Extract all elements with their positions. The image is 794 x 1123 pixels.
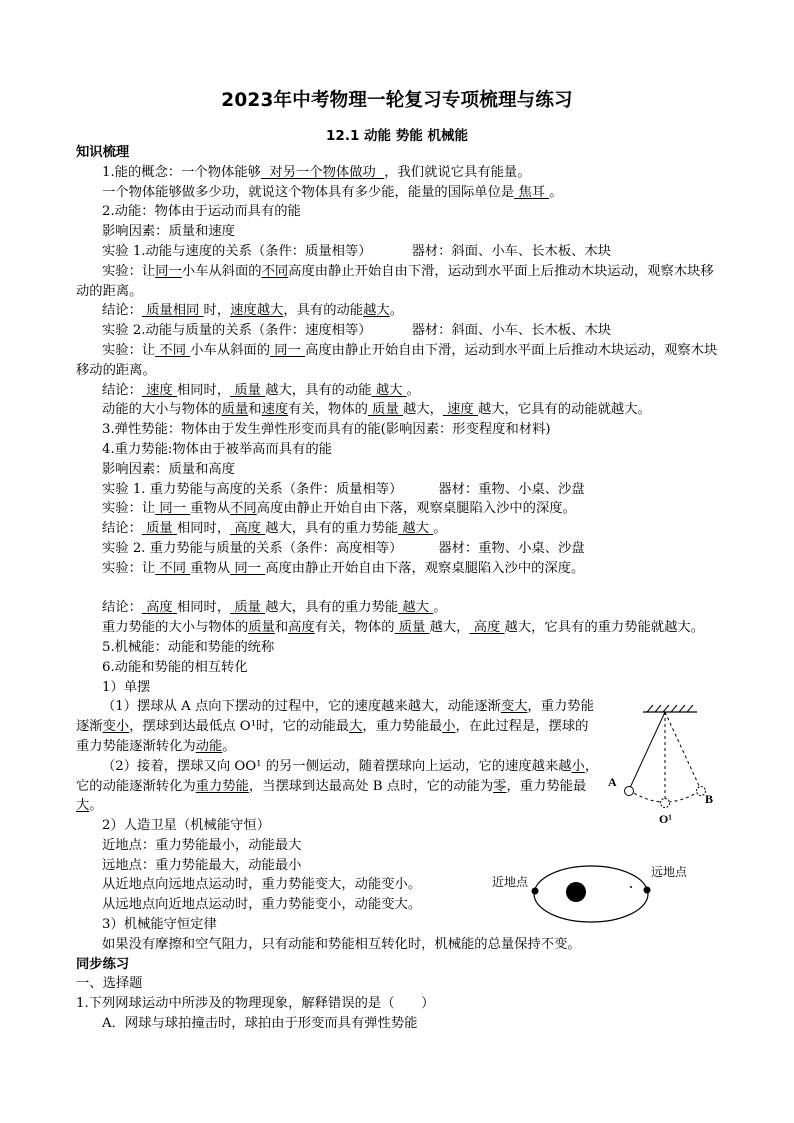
- para-apogee: 远地点：重力势能最大，动能最小: [102, 857, 302, 873]
- question-1-stem: 1.下列网球运动中所涉及的物理现象，解释错误的是（ ）: [76, 996, 435, 1012]
- para-exp4-title: 实验 2. 重力势能与质量的关系（条件：高度相等） 器材：重物、小桌、沙盘: [102, 540, 585, 556]
- para-pendulum-down: （1）摆球从 A 点向下摆动的过程中，它的速度越来越大，动能逐渐变大，重力势能逐渐变小，摆球到达最低点 O¹时，它的动能最大，重力势能最小，在此过程是，摆球的重力势能逐渐转化为动能。: [76, 699, 594, 754]
- para-gravity-factors: 影响因素：质量和高度: [102, 461, 235, 477]
- pendulum-ball-a: [625, 787, 634, 796]
- para-exp4-procedure: 实验：让 不同 重物从 同一 高度由静止开始自由下落，观察桌腿陷入沙中的深度。: [102, 560, 585, 576]
- ceiling-mount: [643, 705, 697, 712]
- para-mechanical-def: 5.机械能：动能和势能的统称: [102, 639, 275, 655]
- pendulum-figure: [605, 702, 720, 827]
- para-exp3-procedure: 实验：让 同一 重物从不同高度由静止开始自由下落，观察桌腿陷入沙中的深度。: [102, 501, 576, 517]
- orbit-focus-dot: [630, 886, 632, 888]
- para-conservation-law: 如果没有摩擦和空气阻力，只有动能和势能相互转化时，机械能的总量保持不变。: [102, 936, 581, 952]
- para-conversion-title: 6.动能和势能的相互转化: [102, 659, 248, 675]
- para-near-to-far: 从近地点向远地点运动时，重力势能变大，动能变小。: [102, 877, 422, 893]
- para-conservation-title: 3）机械能守恒定律: [102, 917, 217, 933]
- para-exp1-conclusion: 结论： 质量相同 时，速度越大，具有的动能越大。: [102, 303, 403, 319]
- para-gravity-def: 4.重力势能:物体由于被举高而具有的能: [102, 441, 332, 457]
- para-exp2-procedure: 实验：让 不同 小车从斜面的 同一 高度由静止开始自由下滑，运动到水平面上后推动木块运动，观察木块移动的距离。: [76, 342, 718, 378]
- earth-icon: [566, 882, 586, 902]
- section-heading-knowledge: 知识梳理: [76, 145, 130, 160]
- satellite-perigee-dot: [532, 888, 539, 895]
- label-point-b: B: [705, 792, 714, 806]
- para-exp3-conclusion: 结论： 质量 相同时， 高度 越大，具有的重力势能 越大 。: [102, 521, 447, 537]
- blank-line: [76, 579, 720, 599]
- para-kinetic-summary: 动能的大小与物体的质量和速度有关，物体的 质量 越大， 速度 越大，它具有的动能就越大。: [102, 402, 651, 418]
- satellite-orbit-figure: [488, 854, 713, 934]
- para-exp4-conclusion: 结论： 高度 相同时， 质量 越大，具有的重力势能 越大 。: [102, 600, 447, 616]
- pendulum-ball-o1: [661, 799, 670, 808]
- para-energy-concept: 1.能的概念：一个物体能够 对另一个物体做功 ，我们就说它具有能量。: [102, 164, 531, 180]
- para-exp1-procedure: 实验：让同一小车从斜面的不同高度由静止开始自由下滑，运动到水平面上后推动木块运动，观察木块移动的距离。: [76, 263, 714, 299]
- para-satellite-title: 2）人造卫星（机械能守恒）: [102, 818, 271, 834]
- document-subtitle: 12.1 动能 势能 机械能: [326, 128, 468, 144]
- label-perigee: 近地点: [492, 875, 529, 889]
- para-exp2-conclusion: 结论： 速度 相同时， 质量 越大，具有的动能 越大 。: [102, 382, 420, 398]
- para-pendulum-title: 1）单摆: [102, 679, 151, 695]
- para-energy-unit: 一个物体能够做多少功，就说这个物体具有多少能，能量的国际单位是 焦耳 。: [102, 184, 563, 200]
- orbit-ellipse: [534, 866, 648, 922]
- para-pendulum-up: （2）接着，摆球又向 OO¹ 的另一侧运动，随着摆球向上运动，它的速度越来越小，它的动能逐渐转化为重力势能，当摆球到达最高处 B 点时，它的动能为零，重力势能最大。: [76, 758, 599, 814]
- para-kinetic-factors: 影响因素：质量和速度: [102, 224, 235, 240]
- question-section-title: 一、选择题: [76, 976, 143, 992]
- para-gravity-summary: 重力势能的大小与物体的质量和高度有关，物体的 质量 越大， 高度 越大，它具有的重力势能就越大。: [102, 620, 704, 636]
- para-kinetic-def: 2.动能：物体由于运动而具有的能: [102, 204, 301, 220]
- label-apogee: 远地点: [651, 865, 688, 879]
- section-heading-practice: 同步练习: [76, 956, 130, 972]
- satellite-apogee-dot: [644, 887, 651, 894]
- pendulum-string-b: [665, 712, 701, 790]
- para-exp3-title: 实验 1. 重力势能与高度的关系（条件：质量相等） 器材：重物、小桌、沙盘: [102, 481, 585, 497]
- para-exp2-title: 实验 2.动能与质量的关系（条件：速度相等） 器材：斜面、小车、长木板、木块: [102, 323, 612, 339]
- para-far-to-near: 从远地点向近地点运动时，重力势能变小，动能变大。: [102, 897, 422, 913]
- para-exp1-title: 实验 1.动能与速度的关系（条件：质量相等） 器材：斜面、小车、长木板、木块: [102, 243, 612, 259]
- label-point-a: A: [608, 775, 617, 789]
- pendulum-string-a: [629, 712, 665, 790]
- question-1-option-a: A．网球与球拍撞击时，球拍由于形变而具有弹性势能: [102, 1016, 418, 1032]
- label-point-o1: O¹: [659, 812, 672, 826]
- para-perigee: 近地点：重力势能最小，动能最大: [102, 837, 302, 853]
- document-title: 2023年中考物理一轮复习专项梳理与练习: [221, 90, 573, 111]
- para-elastic-def: 3.弹性势能：物体由于发生弹性形变而具有的能(影响因素：形变程度和材料): [102, 422, 551, 438]
